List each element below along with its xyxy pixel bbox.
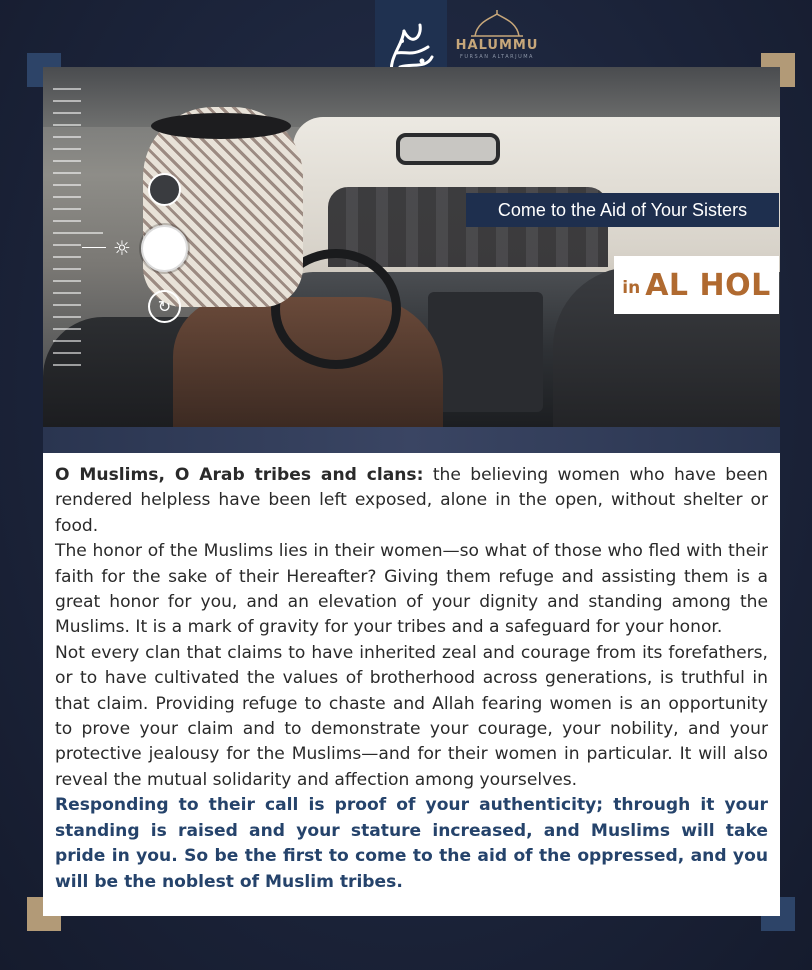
camera-control-small <box>148 173 181 206</box>
exposure-ruler <box>53 88 83 393</box>
paragraph-1-rest: the believing women who have been rendered helpless have been left exposed, alone in the open, without shelter or food. <box>55 465 768 536</box>
brand-logo <box>452 10 542 70</box>
paragraph-3: Not every clan that claims to have inherited zeal and courage from its forefathers, or to have cultivated the values of brotherhood across generations, is truthful in that claim. Providing refuge to chaste and Allah fearing women is an opportunity to prove your claim and to demonstrate your courage, your nobility, and your protective jealousy for the Muslims—and for their women in particular. It will also reveal the mutual solidarity and affection among yourselves. <box>55 642 768 790</box>
paragraph-1-lead: O Muslims, O Arab tribes and clans: <box>55 465 424 485</box>
dome-icon <box>467 10 527 38</box>
rotate-icon: ↻ <box>148 290 181 323</box>
slider-line <box>82 247 106 248</box>
paragraph-4-emphasis: Responding to their call is proof of your authenticity; through it your standing is raised and your stature increased, and Muslims will take pride in you. So be the first to come to the aid of the oppressed, and you will be the noblest of Muslim tribes. <box>55 795 768 892</box>
paragraph-1 <box>55 463 768 539</box>
paragraph-2: The honor of the Muslims lies in their women—so what of those who fled with their faith for the sake of their Hereafter? Giving them refuge and assisting them is a great honor for you, and an elevation of your dignity and standing among the Muslims. It is a mark of gravity for your tribes and a safeguard for your honor. <box>55 541 768 638</box>
message-panel <box>43 453 780 916</box>
driver-agal <box>151 113 291 139</box>
headline-line-1: Come to the Aid of Your Sisters <box>466 193 779 227</box>
headline-place: AL HOL <box>645 267 771 303</box>
brand-subtitle: FURSAN ALTARJUMA <box>460 54 534 60</box>
sun-icon: ☼ <box>113 236 131 260</box>
shutter-button <box>141 225 188 272</box>
headline-prefix: in <box>622 278 641 298</box>
headline-line-2 <box>614 256 779 314</box>
divider-band <box>43 427 780 453</box>
center-console <box>428 292 543 412</box>
rearview-mirror <box>396 133 500 165</box>
brand-name: HALUMMU <box>455 38 539 53</box>
